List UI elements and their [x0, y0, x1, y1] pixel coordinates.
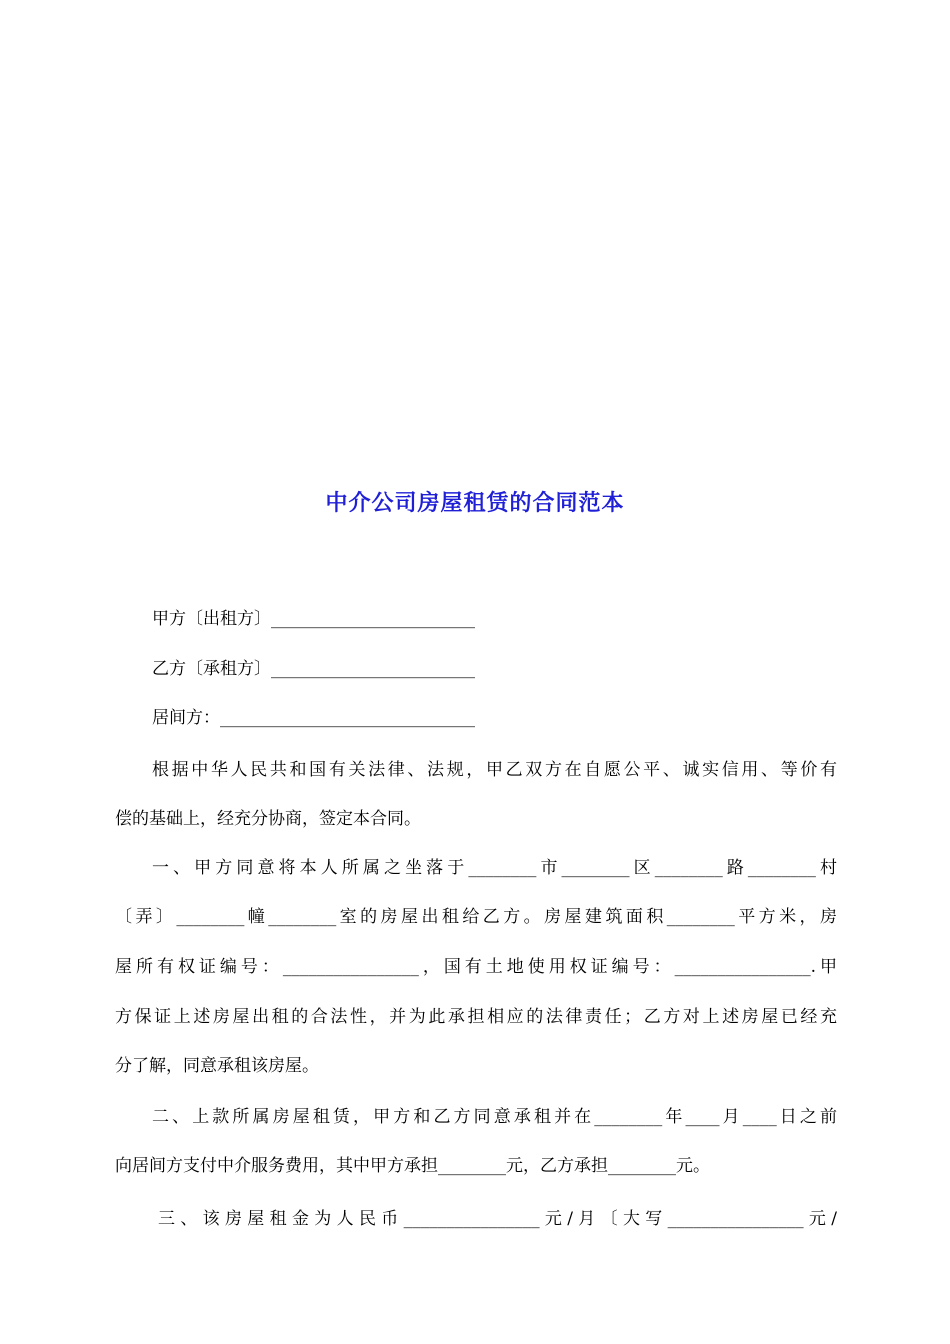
clause-1-line-1: 一、甲方同意将本人所属之坐落于________市________区________路________村 [152, 858, 837, 878]
clause-1-line-5: 分了解，同意承租该房屋。 [115, 1056, 319, 1076]
party-a-line: 甲方〔出租方〕________________________ [152, 609, 475, 629]
clause-2-line-2: 向居间方支付中介服务费用，其中甲方承担________元，乙方承担________元。 [115, 1156, 710, 1176]
clause-3-line-1: 三、该房屋租金为人民币________________元/月〔大写________________元/ [158, 1209, 837, 1229]
clause-1-line-3: 屋所有权证编号：________________，国有土地使用权证编号：________________.甲 [115, 957, 837, 977]
preamble-line-1: 根据中华人民共和国有关法律、法规，甲乙双方在自愿公平、诚实信用、等价有 [152, 760, 837, 780]
clause-2-line-1: 二、上款所属房屋租赁，甲方和乙方同意承租并在________年____月____日之前 [152, 1107, 837, 1127]
clause-1-line-4: 方保证上述房屋出租的合法性，并为此承担相应的法律责任；乙方对上述房屋已经充 [115, 1007, 837, 1027]
clause-1-line-2: 〔弄〕________幢________室的房屋出租给乙方。房屋建筑面积________平方米，房 [115, 907, 837, 927]
document-title: 中介公司房屋租赁的合同范本 [325, 490, 625, 516]
party-b-line: 乙方〔承租方〕________________________ [152, 659, 475, 679]
intermediary-line: 居间方：______________________________ [152, 708, 475, 728]
preamble-line-2: 偿的基础上，经充分协商，签定本合同。 [115, 809, 421, 829]
